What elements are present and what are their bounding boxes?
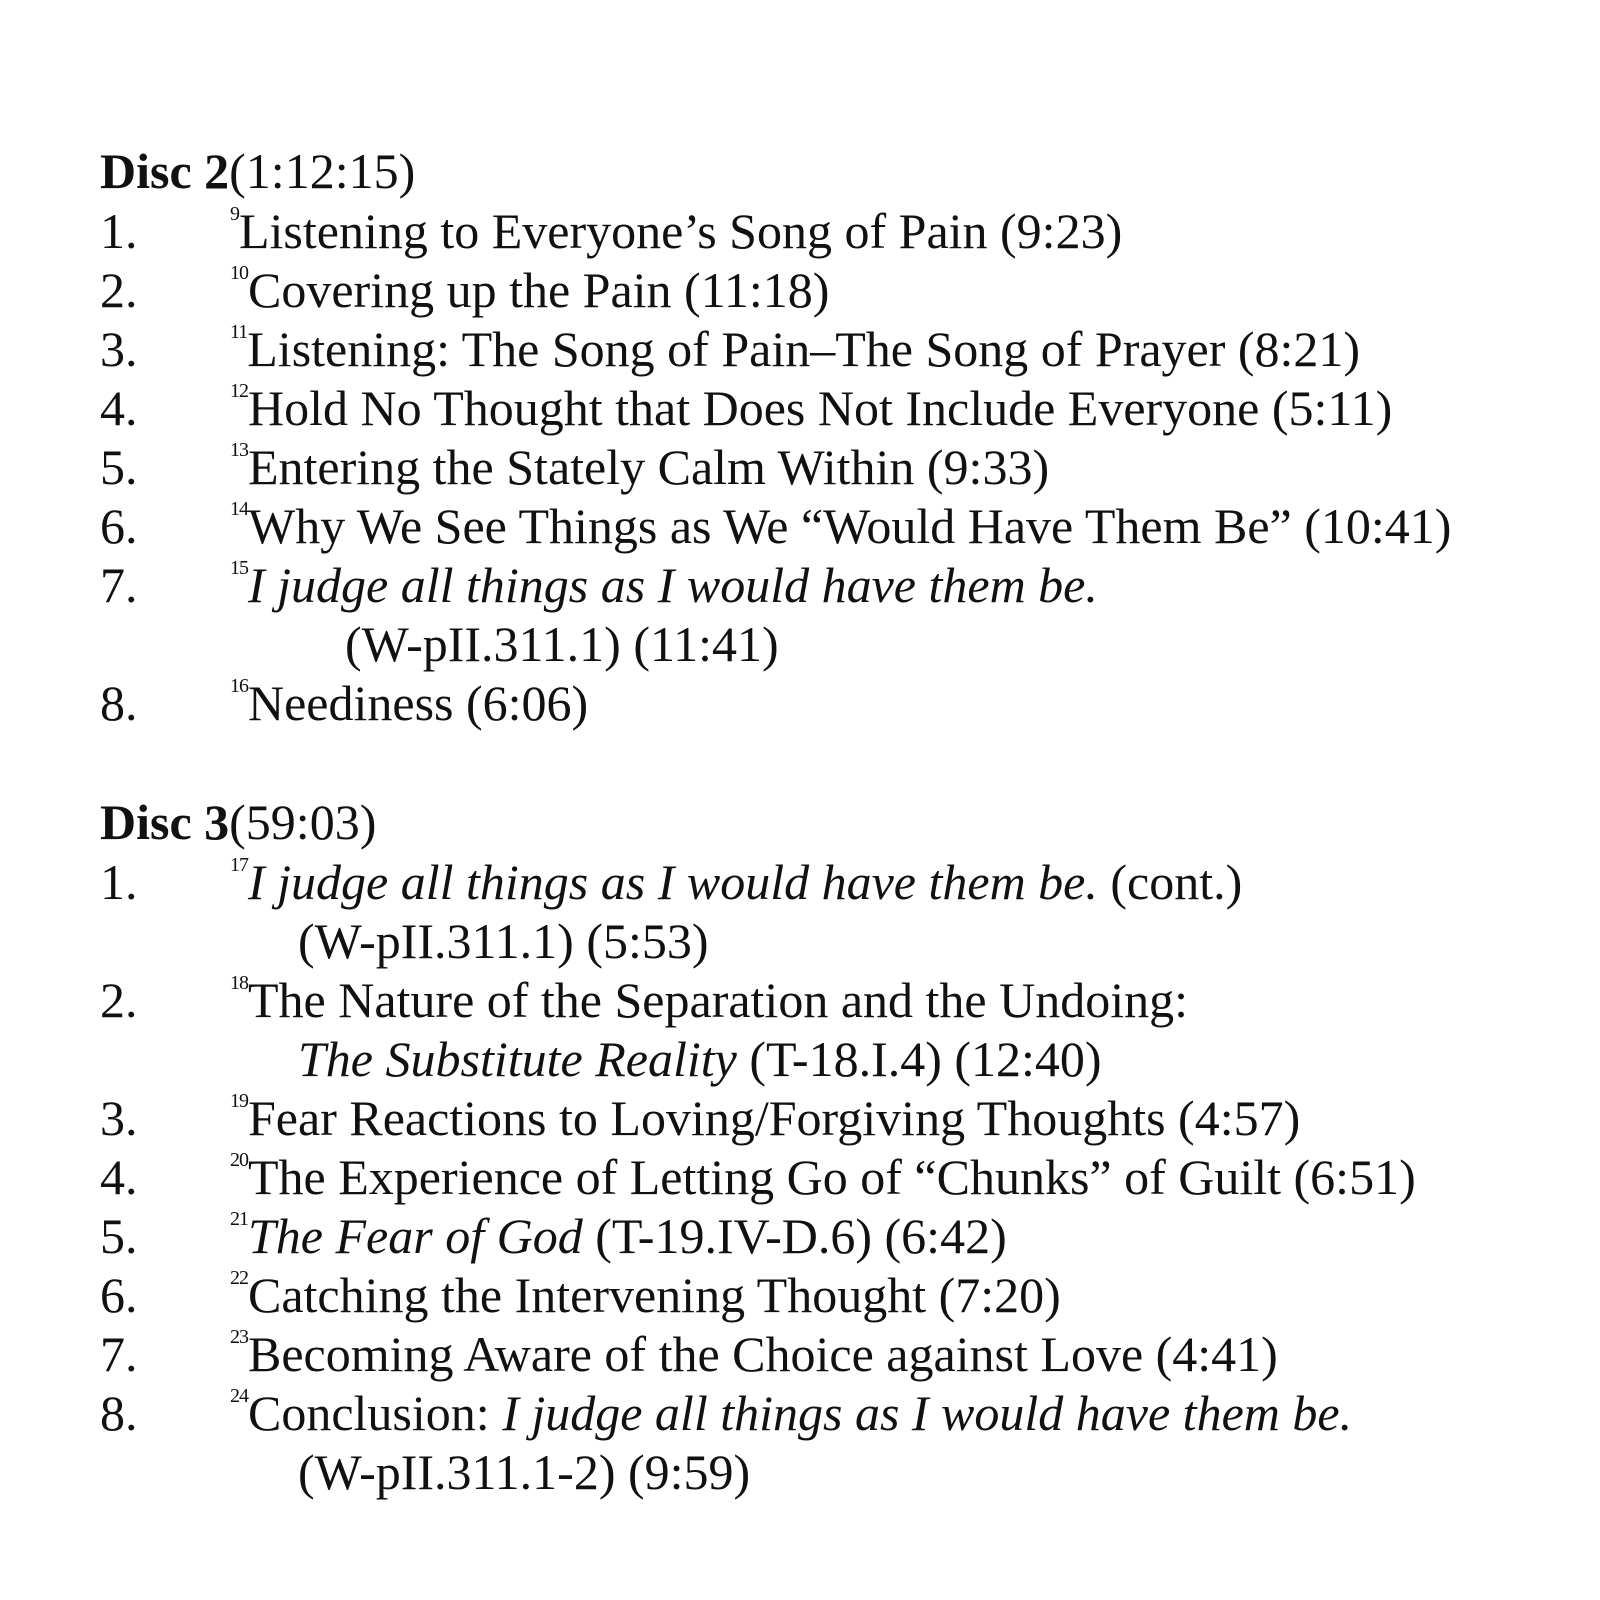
track-title: (cont.) bbox=[1097, 854, 1243, 910]
track-number: 1. bbox=[100, 203, 138, 259]
track-item bbox=[100, 1384, 1580, 1502]
track-title: Listening: The Song of Pain–The Song of Prayer (8:21) bbox=[247, 321, 1361, 377]
track-title: (T-19.IV-D.6) (6:42) bbox=[582, 1208, 1007, 1264]
track-reference: (W-pII.311.1) (5:53) bbox=[298, 913, 709, 969]
track-number: 7. bbox=[100, 1326, 138, 1382]
track-list bbox=[100, 853, 1580, 1502]
track-item bbox=[100, 438, 1580, 497]
track-number: 5. bbox=[100, 439, 138, 495]
track-item bbox=[100, 971, 1580, 1089]
disc-duration: (59:03) bbox=[229, 794, 377, 850]
track-title-italic: I judge all things as I would have them be. bbox=[248, 854, 1098, 910]
track-item bbox=[100, 674, 1580, 733]
track-number: 8. bbox=[100, 1385, 138, 1441]
track-number: 5. bbox=[100, 1208, 138, 1264]
track-item bbox=[100, 1266, 1580, 1325]
track-number: 7. bbox=[100, 557, 138, 613]
track-reference-italic: The Substitute Reality bbox=[298, 1031, 737, 1087]
disc-2-section bbox=[100, 140, 1580, 733]
track-item bbox=[100, 261, 1580, 320]
disc-3-section bbox=[100, 791, 1580, 1502]
track-title-italic: I judge all things as I would have them be. bbox=[502, 1385, 1353, 1441]
track-index-superscript: 15 bbox=[230, 557, 248, 579]
track-title: Covering up the Pain (11:18) bbox=[248, 262, 830, 318]
track-number: 6. bbox=[100, 498, 138, 554]
track-title-italic: The Fear of God bbox=[248, 1208, 583, 1264]
track-index-superscript: 20 bbox=[230, 1149, 248, 1171]
track-title: The Experience of Letting Go of “Chunks” of Guilt (6:51) bbox=[248, 1149, 1416, 1205]
track-reference: (W-pII.311.1-2) (9:59) bbox=[298, 1444, 751, 1500]
track-index-superscript: 16 bbox=[230, 675, 248, 697]
track-item bbox=[100, 379, 1580, 438]
track-listing bbox=[100, 140, 1580, 1502]
track-number: 8. bbox=[100, 675, 138, 731]
track-item bbox=[100, 1148, 1580, 1207]
track-index-superscript: 21 bbox=[230, 1208, 248, 1230]
track-number: 2. bbox=[100, 972, 138, 1028]
disc-heading bbox=[100, 791, 1580, 853]
track-item bbox=[100, 1089, 1580, 1148]
track-reference: (T-18.I.4) (12:40) bbox=[736, 1031, 1102, 1087]
track-title: Entering the Stately Calm Within (9:33) bbox=[248, 439, 1050, 495]
track-index-superscript: 12 bbox=[230, 380, 248, 402]
track-index-superscript: 13 bbox=[230, 439, 248, 461]
track-title: Fear Reactions to Loving/Forgiving Thoughts (4:57) bbox=[248, 1090, 1301, 1146]
track-item bbox=[100, 556, 1580, 674]
disc-duration: (1:12:15) bbox=[229, 143, 416, 199]
disc-heading bbox=[100, 140, 1580, 202]
track-title: Why We See Things as We “Would Have Them Be” (10:41) bbox=[248, 498, 1452, 554]
track-number: 4. bbox=[100, 1149, 138, 1205]
track-index-superscript: 14 bbox=[230, 498, 248, 520]
track-title: Listening to Everyone’s Song of Pain (9:23) bbox=[239, 203, 1123, 259]
track-number: 4. bbox=[100, 380, 138, 436]
track-number: 3. bbox=[100, 1090, 138, 1146]
track-index-superscript: 23 bbox=[230, 1326, 248, 1348]
track-item bbox=[100, 202, 1580, 261]
track-number: 6. bbox=[100, 1267, 138, 1323]
track-number: 2. bbox=[100, 262, 138, 318]
disc-label: Disc 3 bbox=[100, 794, 230, 850]
track-title: Catching the Intervening Thought (7:20) bbox=[248, 1267, 1061, 1323]
track-index-superscript: 9 bbox=[230, 203, 239, 225]
track-index-superscript: 10 bbox=[230, 262, 248, 284]
track-index-superscript: 22 bbox=[230, 1267, 248, 1289]
disc-label: Disc 2 bbox=[100, 143, 230, 199]
track-title: Hold No Thought that Does Not Include Everyone (5:11) bbox=[248, 380, 1393, 436]
track-index-superscript: 19 bbox=[230, 1090, 248, 1112]
track-title: The Nature of the Separation and the Undoing: bbox=[248, 972, 1188, 1028]
track-index-superscript: 18 bbox=[230, 972, 248, 994]
track-item bbox=[100, 1207, 1580, 1266]
track-title: Neediness (6:06) bbox=[248, 675, 589, 731]
track-index-superscript: 11 bbox=[230, 321, 248, 343]
track-title: Becoming Aware of the Choice against Love (4:41) bbox=[248, 1326, 1278, 1382]
track-number: 1. bbox=[100, 854, 138, 910]
track-item bbox=[100, 853, 1580, 971]
track-number: 3. bbox=[100, 321, 138, 377]
track-index-superscript: 17 bbox=[230, 854, 248, 876]
track-index-superscript: 24 bbox=[230, 1385, 248, 1407]
track-item bbox=[100, 497, 1580, 556]
track-item bbox=[100, 1325, 1580, 1384]
track-title-italic: I judge all things as I would have them be. bbox=[248, 557, 1098, 613]
track-title-prefix: Conclusion: bbox=[248, 1385, 503, 1441]
track-reference: (W-pII.311.1) (11:41) bbox=[345, 616, 779, 672]
track-item bbox=[100, 320, 1580, 379]
track-list bbox=[100, 202, 1580, 733]
